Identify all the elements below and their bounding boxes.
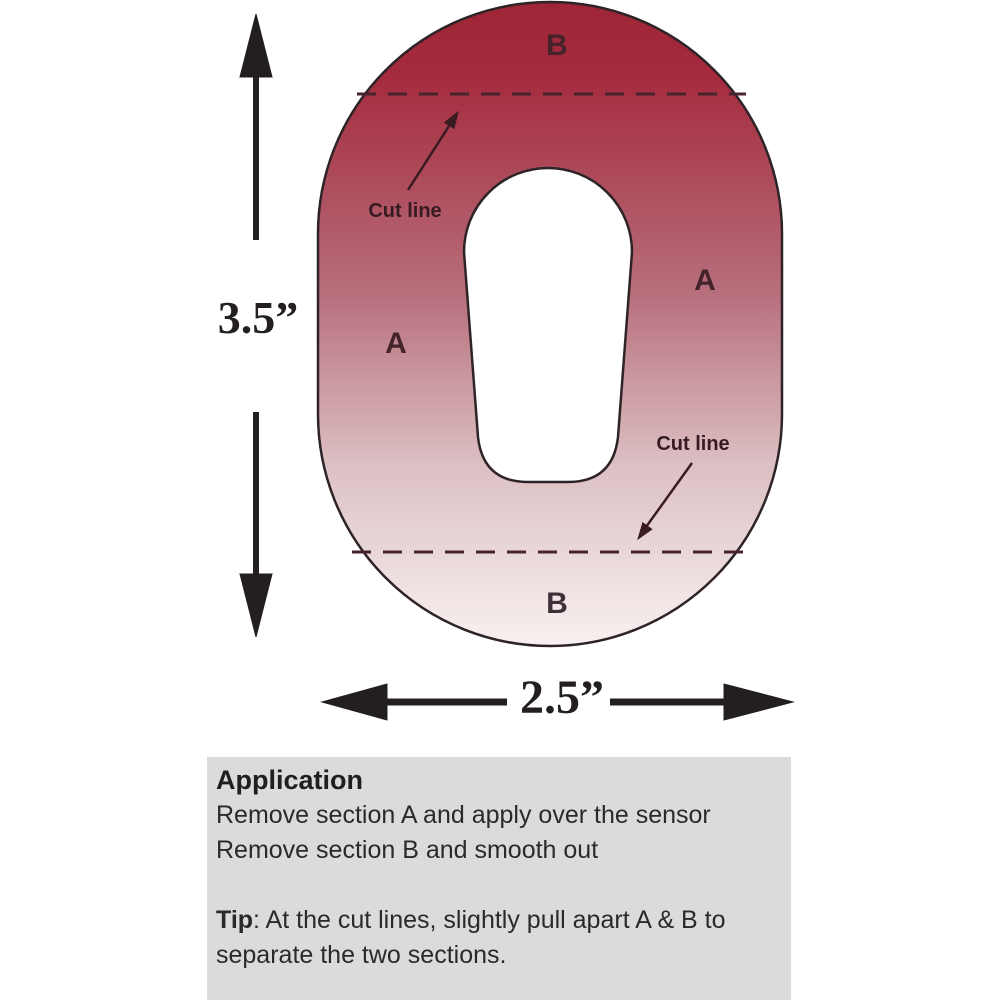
instructions-spacer xyxy=(216,868,783,903)
instruction-tip-line-1 xyxy=(216,903,783,938)
instructions-title: Application xyxy=(216,765,363,795)
instruction-line-2: Remove section B and smooth out xyxy=(216,836,599,864)
section-label-b-top: B xyxy=(546,29,568,62)
cut-line-label-top: Cut line xyxy=(368,200,442,222)
cut-line-label-bottom: Cut line xyxy=(656,433,730,455)
tip-label: Tip xyxy=(216,906,254,934)
instruction-line-1: Remove section A and apply over the sensor xyxy=(216,801,711,829)
width-dimension-label: 2.5” xyxy=(520,671,604,724)
instruction-tip-line-2: separate the two sections. xyxy=(216,941,507,969)
patch-shape xyxy=(318,2,782,646)
section-label-a-left: A xyxy=(385,327,407,360)
section-label-a-right: A xyxy=(694,264,716,297)
instructions-panel xyxy=(207,757,791,1000)
section-label-b-bottom: B xyxy=(546,587,568,620)
height-dimension-label: 3.5” xyxy=(217,292,299,343)
tip-text-1: : At the cut lines, slightly pull apart A & B to xyxy=(253,906,726,934)
